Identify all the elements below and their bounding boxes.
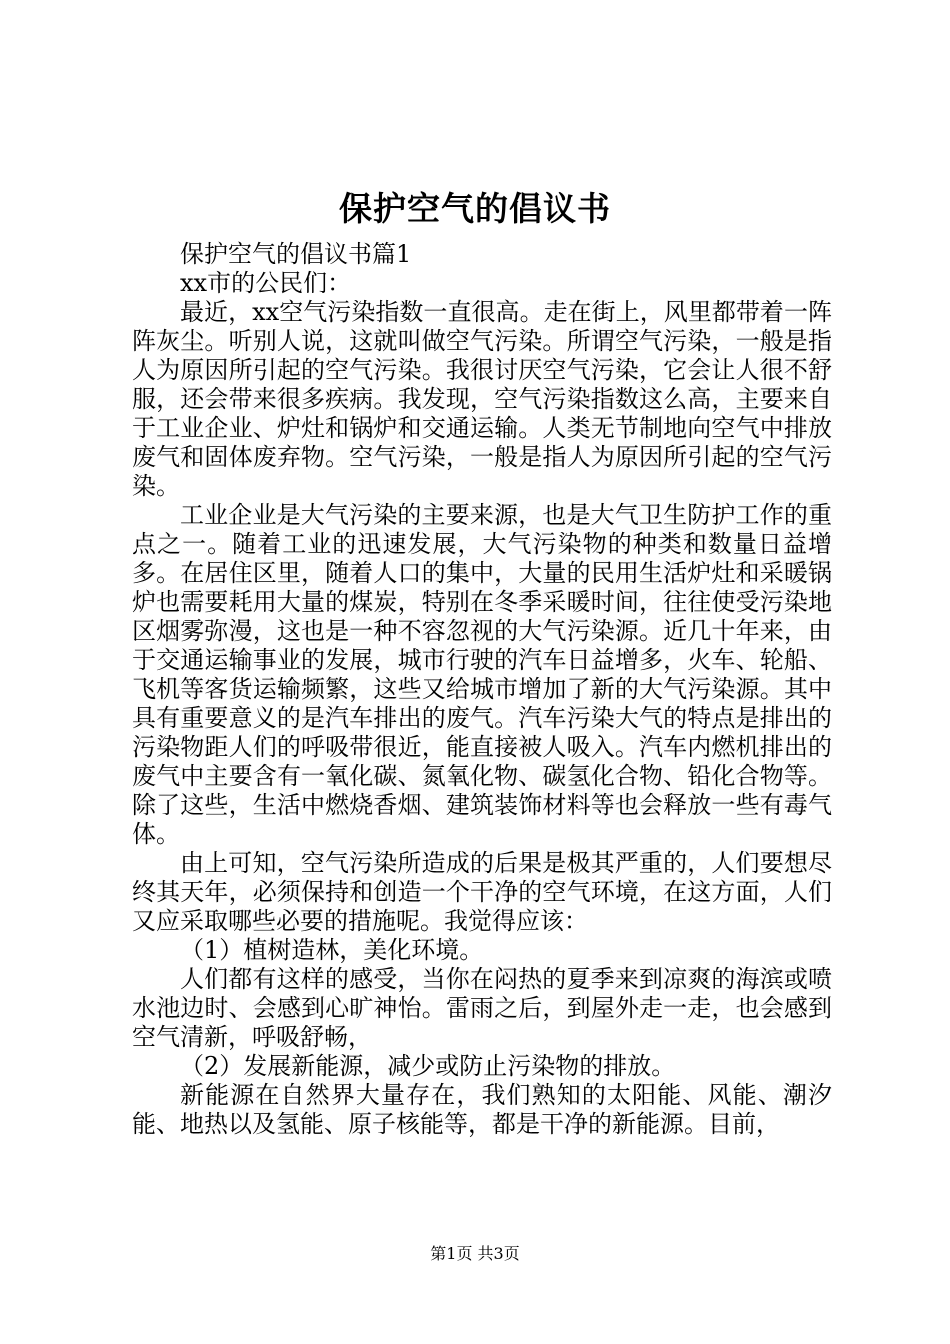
salutation: xx市的公民们：: [180, 269, 352, 297]
document-subtitle: 保护空气的倡议书篇1: [180, 240, 412, 268]
paragraph-measure-1: 人们都有这样的感受，当你在闷热的夏季来到凉爽的海滨或喷水池边时、会感到心旷神怡。雷雨之后，到屋外走一走，也会感到空气清新，呼吸舒畅，: [132, 965, 832, 1051]
page-footer: 第1页 共3页: [430, 1244, 520, 1263]
measure-1-heading: （1）植树造林，美化环境。: [180, 936, 484, 964]
document-body: [132, 240, 832, 1139]
paragraph-conclusion: 由上可知，空气污染所造成的后果是极其严重的，人们要想尽终其天年，必须保持和创造一个干净的空气环境，在这方面，人们又应采取哪些必要的措施呢。我觉得应该：: [132, 849, 832, 935]
paragraph-measure-2: 新能源在自然界大量存在，我们熟知的太阳能、风能、潮汐能、地热以及氢能、原子核能等，都是干净的新能源。目前，: [132, 1081, 832, 1138]
paragraph-intro: 最近，xx空气污染指数一直很高。走在街上，风里都带着一阵阵灰尘。听别人说，这就叫做空气污染。所谓空气污染，一般是指人为原因所引起的空气污染。我很讨厌空气污染，它会让人很不舒服，还会带来很多疾病。我发现，空气污染指数这么高，主要来自于工业企业、炉灶和锅炉和交通运输。人类无节制地向空气中排放废气和固体废弃物。空气污染，一般是指人为原因所引起的空气污染。: [132, 298, 832, 500]
document-title: 保护空气的倡议书: [339, 189, 611, 228]
measure-2-heading: （2）发展新能源，减少或防止污染物的排放。: [180, 1052, 676, 1080]
paragraph-sources: 工业企业是大气污染的主要来源，也是大气卫生防护工作的重点之一。随着工业的迅速发展，大气污染物的种类和数量日益增多。在居住区里，随着人口的集中，大量的民用生活炉灶和采暖锅炉也需要耗用大量的煤炭，特别在冬季采暖时间，往往使受污染地区烟雾弥漫，这也是一种不容忽视的大气污染源。近几十年来，由于交通运输事业的发展，城市行驶的汽车日益增多，火车、轮船、飞机等客货运输频繁，这些又给城市增加了新的大气污染源。其中具有重要意义的是汽车排出的废气。汽车污染大气的特点是排出的污染物距人们的呼吸带很近，能直接被人吸入。汽车内燃机排出的废气中主要含有一氧化碳、氮氧化物、碳氢化合物、铅化合物等。除了这些，生活中燃烧香烟、建筑装饰材料等也会释放一些有毒气体。: [132, 501, 832, 848]
